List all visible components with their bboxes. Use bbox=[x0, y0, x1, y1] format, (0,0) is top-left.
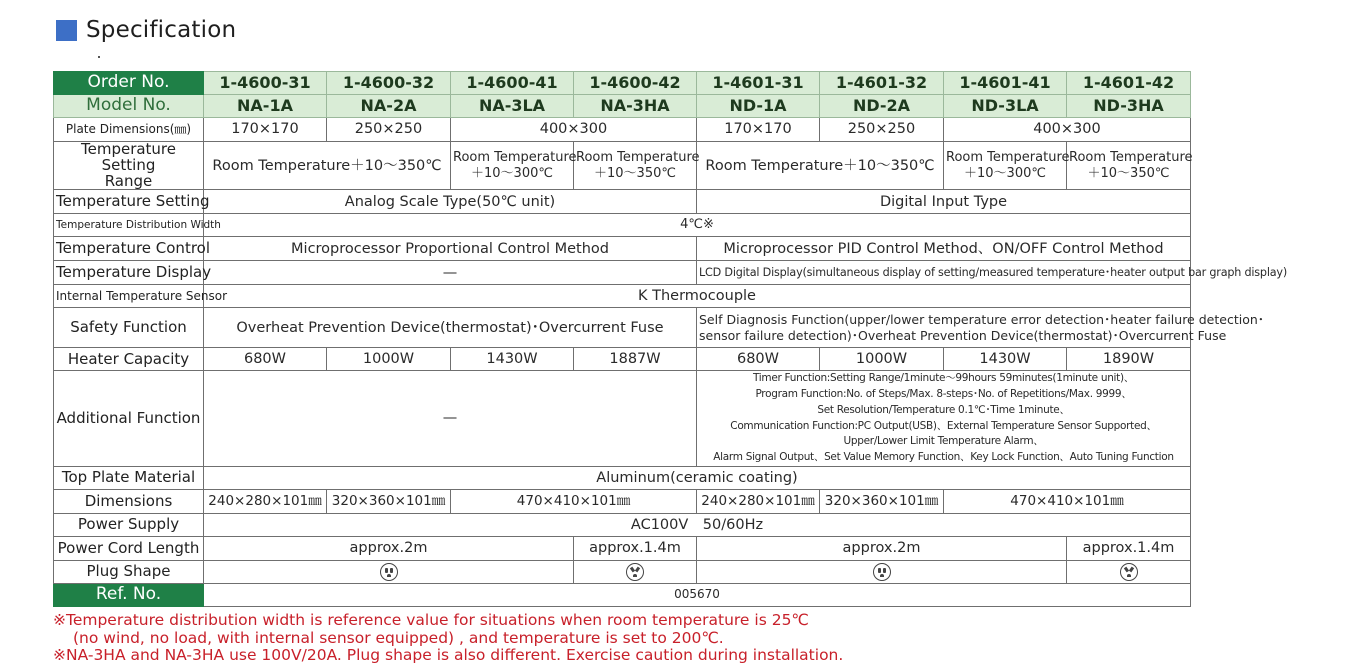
temperature-setting-row bbox=[54, 190, 1191, 214]
plug-cell bbox=[697, 560, 1067, 583]
plug-type-a-icon bbox=[380, 563, 398, 581]
section-header bbox=[56, 14, 236, 46]
order-no-cell: 1-4601-32 bbox=[820, 72, 944, 95]
model-no-cell: ND-3HA bbox=[1067, 95, 1191, 118]
nd-series-cell: LCD Digital Display(simultaneous display of setting/measured temperature･heater output bar graph display) bbox=[697, 261, 1191, 285]
model-no-cell: ND-2A bbox=[820, 95, 944, 118]
dimension-cell: 470×410×101㎜ bbox=[944, 489, 1191, 513]
cell-line: ＋10～300℃ bbox=[964, 165, 1046, 181]
dimension-cell: 240×280×101㎜ bbox=[697, 489, 820, 513]
plate-dimension-cell: 400×300 bbox=[944, 118, 1191, 142]
ref-no-label: Ref. No. bbox=[54, 583, 204, 606]
safety-function-row bbox=[54, 308, 1191, 348]
nd-series-cell: Microprocessor PID Control Method、ON/OFF Control Method bbox=[697, 237, 1191, 261]
row-label: Temperature Setting bbox=[54, 190, 204, 214]
row-label: Top Plate Material bbox=[54, 466, 204, 489]
cell-line: Room Temperature bbox=[576, 150, 700, 166]
row-label: Power Supply bbox=[54, 513, 204, 536]
nd-series-cell: Digital Input Type bbox=[697, 190, 1191, 214]
row-label bbox=[54, 142, 204, 190]
plate-dimensions-row bbox=[54, 118, 1191, 142]
heater-capacity-row bbox=[54, 348, 1191, 371]
model-no-cell: ND-3LA bbox=[944, 95, 1067, 118]
model-no-cell: NA-3LA bbox=[451, 95, 574, 118]
order-no-label: Order No. bbox=[54, 72, 204, 95]
plug-type-a-icon bbox=[873, 563, 891, 581]
all-models-cell: 4℃※ bbox=[204, 214, 1191, 237]
temp-range-cell bbox=[1067, 142, 1191, 190]
all-models-cell: AC100V 50/60Hz bbox=[204, 513, 1191, 536]
model-no-cell: NA-1A bbox=[204, 95, 327, 118]
heater-cell: 1890W bbox=[1067, 348, 1191, 371]
footnote-line: (no wind, no load, with internal sensor equipped) , and temperature is set to 200℃. bbox=[73, 628, 724, 647]
cell-line: Timer Function:Setting Range/1minute～99hours 59minutes(1minute unit)、 bbox=[753, 372, 1134, 385]
label-line: Temperature Setting bbox=[80, 140, 177, 174]
heater-cell: 680W bbox=[697, 348, 820, 371]
order-no-cell: 1-4601-31 bbox=[697, 72, 820, 95]
heater-cell: 1000W bbox=[820, 348, 944, 371]
spec-table-container bbox=[53, 71, 1287, 607]
model-no-cell: ND-1A bbox=[697, 95, 820, 118]
plate-dimension-cell: 170×170 bbox=[204, 118, 327, 142]
cell-line: Room Temperature bbox=[946, 150, 1070, 166]
cell-line: Program Function:No. of Steps/Max. 8-steps･No. of Repetitions/Max. 9999、 bbox=[755, 388, 1132, 400]
plug-type-b-icon bbox=[1120, 563, 1138, 581]
temp-range-cell: Room Temperature＋10～350℃ bbox=[697, 142, 944, 190]
plate-dimension-cell: 250×250 bbox=[820, 118, 944, 142]
heater-cell: 1430W bbox=[944, 348, 1067, 371]
model-no-cell: NA-3HA bbox=[574, 95, 697, 118]
cord-cell: approx.2m bbox=[697, 536, 1067, 560]
heater-cell: 1887W bbox=[574, 348, 697, 371]
heater-cell: 680W bbox=[204, 348, 327, 371]
row-label: Heater Capacity bbox=[54, 348, 204, 371]
plug-type-b-icon bbox=[626, 563, 644, 581]
cell-line: ＋10～350℃ bbox=[594, 165, 676, 181]
plug-shape-row bbox=[54, 560, 1191, 583]
order-no-cell: 1-4600-42 bbox=[574, 72, 697, 95]
plate-dimension-cell: 400×300 bbox=[451, 118, 697, 142]
cell-line: Alarm Signal Output、Set Value Memory Function、Key Lock Function、Auto Tuning Function bbox=[713, 451, 1174, 463]
temp-range-cell bbox=[944, 142, 1070, 190]
row-label: Dimensions bbox=[54, 489, 204, 513]
na-series-cell: Overheat Prevention Device(thermostat)･Overcurrent Fuse bbox=[204, 308, 697, 348]
section-marker-icon bbox=[56, 20, 77, 41]
row-label: Plug Shape bbox=[54, 560, 204, 583]
ref-no-cell: 005670 bbox=[204, 583, 1191, 606]
footnotes bbox=[53, 612, 1193, 665]
na-series-cell: Analog Scale Type(50℃ unit) bbox=[204, 190, 697, 214]
cell-line: Communication Function:PC Output(USB)、External Temperature Sensor Supported、Upper/Lower Limit Temperature Alarm、 bbox=[730, 419, 1157, 448]
row-label: Temperature Control bbox=[54, 237, 204, 261]
temp-range-cell: Room Temperature＋10～350℃ bbox=[204, 142, 451, 190]
nd-series-cell bbox=[697, 371, 1191, 467]
footnote-line: ※NA-3HA and NA-3HA use 100V/20A. Plug shape is also different. Exercise caution during installation. bbox=[53, 646, 844, 664]
cord-cell: approx.2m bbox=[204, 536, 574, 560]
row-label: Safety Function bbox=[54, 308, 204, 348]
heater-cell: 1430W bbox=[451, 348, 574, 371]
plug-cell bbox=[1067, 560, 1191, 583]
cord-cell: approx.1.4m bbox=[574, 536, 697, 560]
model-no-cell: NA-2A bbox=[327, 95, 451, 118]
cell-line: sensor failure detection)･Overheat Prevention Device(thermostat)･Overcurrent Fuse bbox=[699, 327, 1227, 343]
plate-dimension-cell: 250×250 bbox=[327, 118, 451, 142]
order-no-cell: 1-4601-42 bbox=[1067, 72, 1191, 95]
plate-dimension-cell: 170×170 bbox=[697, 118, 820, 142]
na-series-cell: — bbox=[204, 261, 697, 285]
na-series-cell: Microprocessor Proportional Control Method bbox=[204, 237, 697, 261]
additional-function-row bbox=[54, 371, 1191, 467]
temperature-range-row bbox=[54, 142, 1191, 190]
row-label: Temperature Display bbox=[54, 261, 204, 285]
temperature-distribution-row bbox=[54, 214, 1191, 237]
dimension-cell: 320×360×101㎜ bbox=[327, 489, 451, 513]
na-series-cell: — bbox=[204, 371, 697, 467]
row-label: Power Cord Length bbox=[54, 536, 204, 560]
temp-range-cell bbox=[451, 142, 577, 190]
row-label: Additional Function bbox=[54, 371, 204, 467]
cell-line: Room Temperature bbox=[453, 150, 577, 166]
power-supply-row bbox=[54, 513, 1191, 536]
dimension-cell: 470×410×101㎜ bbox=[451, 489, 697, 513]
dimension-cell: 240×280×101㎜ bbox=[204, 489, 327, 513]
model-no-row bbox=[54, 95, 1191, 118]
power-cord-row bbox=[54, 536, 1191, 560]
row-label: Internal Temperature Sensor bbox=[54, 285, 204, 308]
cell-line: Self Diagnosis Function(upper/lower temperature error detection･heater failure detection･ bbox=[699, 311, 1265, 327]
plug-cell bbox=[574, 560, 697, 583]
cord-cell: approx.1.4m bbox=[1067, 536, 1191, 560]
dimensions-row bbox=[54, 489, 1191, 513]
row-label: Temperature Distribution Width bbox=[54, 214, 204, 237]
temperature-display-row bbox=[54, 261, 1191, 285]
section-title: Specification bbox=[86, 17, 237, 43]
ref-no-row bbox=[54, 583, 1191, 606]
temperature-control-row bbox=[54, 237, 1191, 261]
dot-mark bbox=[98, 56, 100, 58]
nd-series-cell bbox=[697, 308, 1265, 348]
footnote-line: ※Temperature distribution width is reference value for situations when room temperature is 25℃ bbox=[53, 611, 809, 629]
temp-range-cell bbox=[574, 142, 700, 190]
dimension-cell: 320×360×101㎜ bbox=[820, 489, 944, 513]
cell-line: Room Temperature bbox=[1069, 150, 1193, 166]
all-models-cell: K Thermocouple bbox=[204, 285, 1191, 308]
top-plate-row bbox=[54, 466, 1191, 489]
cell-line: ＋10～300℃ bbox=[471, 165, 553, 181]
label-line: Range bbox=[104, 171, 153, 190]
order-no-cell: 1-4600-41 bbox=[451, 72, 574, 95]
spec-table bbox=[53, 71, 1287, 607]
model-no-label: Model No. bbox=[54, 95, 204, 118]
order-no-cell: 1-4601-41 bbox=[944, 72, 1067, 95]
cell-line: ＋10～350℃ bbox=[1087, 165, 1170, 181]
order-no-cell: 1-4600-32 bbox=[327, 72, 451, 95]
order-no-row bbox=[54, 72, 1191, 95]
cell-line: Set Resolution/Temperature 0.1℃･Time 1minute、 bbox=[817, 403, 1070, 416]
order-no-cell: 1-4600-31 bbox=[204, 72, 327, 95]
row-label: Plate Dimensions(㎜) bbox=[54, 118, 204, 142]
plug-cell bbox=[204, 560, 574, 583]
internal-sensor-row bbox=[54, 285, 1191, 308]
heater-cell: 1000W bbox=[327, 348, 451, 371]
all-models-cell: Aluminum(ceramic coating) bbox=[204, 466, 1191, 489]
